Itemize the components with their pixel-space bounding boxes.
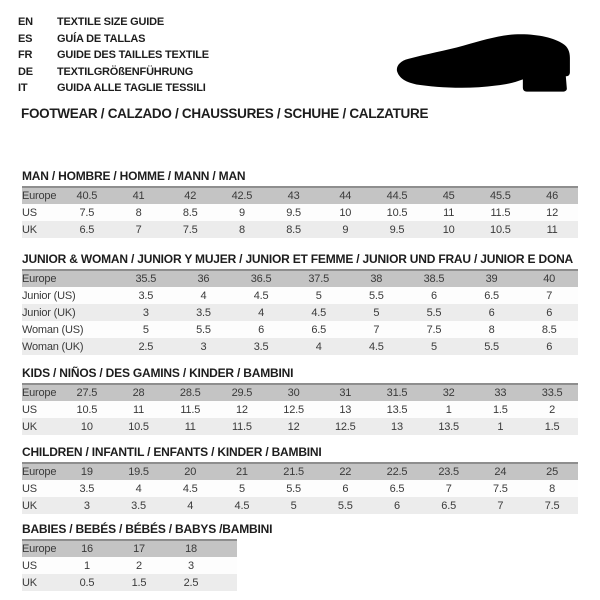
table-row [22,287,578,304]
language-code: IT [18,82,28,95]
size-cell: 1.5 [492,403,508,416]
row-label: US [22,559,37,572]
size-cell: 9.5 [286,206,301,219]
size-table [22,269,578,355]
size-cell: 20 [184,466,197,478]
size-cell: 6 [394,499,400,512]
size-cell: 3 [200,340,207,353]
size-cell: 10 [80,420,93,433]
language-row [18,47,209,64]
size-cell: 12.5 [283,403,304,416]
row-label: US [22,206,37,219]
size-cell: 5 [430,340,437,353]
size-cell: 10.5 [128,420,149,433]
size-cell: 35.5 [135,273,157,285]
language-label: GUIDA ALLE TAGLIE TESSILI [57,82,206,95]
size-cell: 9.5 [389,223,405,236]
size-cell: 18 [185,543,197,555]
spacer-cell [217,557,237,574]
size-cell: 2 [549,403,556,416]
size-cell: 7.5 [492,482,508,495]
size-cell: 11 [133,403,145,416]
table-row [22,384,578,401]
size-cell: 5.5 [426,306,442,319]
size-cell: 11 [546,223,558,236]
table-row [22,418,578,435]
size-cell: 36 [197,273,210,285]
size-cell: 11.5 [180,403,201,416]
size-table-section [22,367,578,435]
size-cell: 4.5 [182,482,198,495]
row-label: UK [22,223,37,236]
size-cell: 11.5 [490,206,511,219]
size-cell: 31.5 [386,387,408,399]
size-cell: 40.5 [76,190,98,202]
size-cell: 3.5 [253,340,269,353]
size-cell: 2.5 [138,340,154,353]
size-cell: 17 [133,543,145,555]
size-cell: 46 [546,190,559,202]
size-cell: 6.5 [441,499,456,512]
size-cell: 21 [235,466,248,478]
size-cell: 42.5 [231,190,253,202]
row-label: Woman (UK) [22,340,84,353]
size-cell: 6 [546,306,553,319]
size-cell: 8 [135,206,142,219]
size-cell: 13 [391,420,403,433]
language-code: EN [18,16,33,28]
size-cell: 4 [258,306,265,319]
row-label: UK [22,576,37,589]
table-row [22,187,578,204]
size-cell: 5 [315,289,322,302]
size-cell: 11.5 [232,420,252,433]
language-row [18,31,209,48]
size-cell: 5 [373,306,380,319]
table-row [22,463,578,480]
size-table-title: JUNIOR & WOMAN / JUNIOR Y MUJER / JUNIOR ET FEMME / JUNIOR UND FRAU / JUNIOR E DONA [22,252,574,266]
row-label: Woman (US) [22,323,84,336]
size-cell: 38 [370,273,383,285]
size-cell: 6.5 [311,323,327,336]
size-cell: 12 [287,420,300,433]
size-cell: 24 [494,466,507,478]
size-cell: 3.5 [131,499,146,512]
size-cell: 44 [339,190,352,202]
language-label: GUÍA DE TALLAS [57,32,146,45]
size-table-title: KIDS / NIÑOS / DES GAMINS / KINDER / BAMBINI [22,366,294,380]
size-cell: 6 [258,323,265,336]
size-cell: 3 [188,559,194,572]
size-cell: 6 [488,306,495,319]
size-cell: 8.5 [182,206,198,219]
size-cell: 44.5 [386,190,408,202]
size-cell: 4 [135,482,142,495]
language-row [18,64,209,81]
size-cell: 3.5 [196,306,211,319]
row-label: UK [22,420,37,433]
size-cell: 41 [132,190,145,202]
size-cell: 4 [187,499,194,512]
size-cell: 1.5 [131,576,147,589]
size-cell: 27.5 [76,387,98,399]
size-cell: 13.5 [386,403,408,416]
size-cell: 10.5 [490,223,511,236]
size-cell: 23.5 [438,466,459,478]
size-cell: 6.5 [484,289,499,302]
language-code: DE [18,65,33,78]
size-cell: 7 [497,499,504,512]
size-cell: 6 [546,340,553,353]
size-table-title: MAN / HOMBRE / HOMME / MANN / MAN [22,169,246,183]
size-cell: 11 [184,420,196,433]
spacer-cell [217,540,237,557]
size-table [22,186,578,238]
table-row [22,540,237,557]
table-row [22,497,578,514]
size-cell: 1 [445,403,452,416]
row-label: Europe [22,466,57,478]
size-cell: 12.5 [334,420,356,433]
row-label: Europe [22,543,57,555]
size-cell: 31 [339,387,352,399]
table-row [22,304,578,321]
size-table-section [22,523,272,591]
size-cell: 7 [135,223,142,236]
size-table-section [22,446,578,514]
row-label: Junior (UK) [22,306,76,319]
size-cell: 7.5 [544,499,560,512]
size-cell: 6 [342,482,349,495]
size-cell: 5 [290,499,297,512]
size-cell: 7 [546,289,553,302]
size-cell: 38.5 [423,273,445,285]
size-cell: 10.5 [76,403,98,416]
size-cell: 5.5 [337,499,353,512]
size-cell: 10.5 [386,206,408,219]
language-code: FR [18,49,33,62]
size-cell: 29.5 [231,387,253,399]
size-cell: 9 [238,206,245,219]
size-cell: 5.5 [196,323,211,336]
table-row [22,338,578,355]
size-cell: 8 [488,323,495,336]
size-cell: 5 [142,323,149,336]
size-cell: 33.5 [541,387,563,399]
size-cell: 45 [442,190,455,202]
size-cell: 42 [184,190,197,202]
size-cell: 3.5 [79,482,95,495]
size-cell: 4 [200,289,207,302]
size-cell: 0.5 [79,576,95,589]
size-cell: 10 [442,223,455,236]
size-cell: 7 [445,482,452,495]
size-table [22,383,578,435]
size-cell: 3.5 [138,289,154,302]
row-label: Europe [22,273,57,285]
row-label: US [22,482,37,495]
size-cell: 30 [287,387,300,399]
language-row [18,14,209,31]
size-table-section [22,253,578,355]
row-label: UK [22,499,37,512]
row-label: US [22,403,37,416]
size-table [22,539,237,591]
size-cell: 7.5 [79,206,95,219]
table-row [22,321,578,338]
language-list [18,14,209,97]
size-cell: 4.5 [234,499,250,512]
size-cell: 19.5 [128,466,149,478]
size-cell: 5 [238,482,245,495]
size-cell: 10 [339,206,352,219]
size-cell: 2.5 [183,576,199,589]
size-cell: 28.5 [179,387,201,399]
size-cell: 7.5 [182,223,198,236]
size-cell: 6 [430,289,437,302]
row-label: Junior (US) [22,289,76,302]
size-cell: 9 [342,223,349,236]
size-table-section [22,170,578,238]
size-cell: 3 [142,306,149,319]
language-label: TEXTILE SIZE GUIDE [57,16,165,28]
size-cell: 7.5 [426,323,442,336]
size-table [22,462,578,514]
table-row [22,557,237,574]
size-cell: 13.5 [438,420,459,433]
table-row [22,204,578,221]
size-cell: 2 [136,559,142,572]
size-cell: 22.5 [386,466,408,478]
size-cell: 21.5 [283,466,304,478]
size-cell: 13 [339,403,352,416]
table-row [22,401,578,418]
size-cell: 8 [238,223,245,236]
size-cell: 6.5 [389,482,405,495]
size-cell: 16 [81,543,93,555]
size-cell: 5.5 [286,482,301,495]
size-cell: 1 [84,559,90,572]
row-label: Europe [22,387,57,399]
dress-shoe-icon [396,32,574,94]
size-cell: 37.5 [308,273,329,285]
size-table-title: BABIES / BEBÉS / BÉBÉS / BABYS /BAMBINI [22,522,273,536]
size-cell: 32 [442,387,455,399]
size-cell: 39 [485,273,498,285]
size-cell: 4.5 [311,306,327,319]
table-row [22,221,578,238]
language-code: ES [18,32,33,45]
spacer-cell [217,574,237,591]
size-cell: 8.5 [541,323,557,336]
size-table-title: CHILDREN / INFANTIL / ENFANTS / KINDER / BAMBINI [22,445,322,459]
size-cell: 22 [339,466,352,478]
table-row [22,480,578,497]
size-cell: 36.5 [250,273,272,285]
size-cell: 1 [497,420,504,433]
size-cell: 45.5 [490,190,511,202]
size-cell: 28 [132,387,145,399]
size-cell: 8.5 [286,223,301,236]
size-cell: 4 [315,340,322,353]
size-cell: 5.5 [484,340,499,353]
language-row [18,80,209,97]
size-cell: 40 [543,273,556,285]
size-cell: 8 [549,482,556,495]
category-title: FOOTWEAR / CALZADO / CHAUSSURES / SCHUHE / CALZATURE [21,106,429,121]
size-cell: 19 [80,466,93,478]
size-cell: 11 [443,206,455,219]
size-cell: 1.5 [544,420,560,433]
table-row [22,270,578,287]
size-cell: 12 [546,206,559,219]
size-cell: 6.5 [79,223,95,236]
row-label: Europe [22,190,57,202]
size-cell: 25 [546,466,559,478]
language-label: TEXTILGRÖßENFÜHRUNG [57,65,194,78]
size-cell: 43 [287,190,300,202]
size-cell: 3 [83,499,90,512]
language-label: GUIDE DES TAILLES TEXTILE [57,49,209,62]
table-row [22,574,237,591]
size-cell: 7 [373,323,380,336]
size-cell: 4.5 [253,289,269,302]
size-cell: 4.5 [368,340,384,353]
size-cell: 33 [494,387,507,399]
size-cell: 5.5 [368,289,384,302]
size-cell: 12 [235,403,248,416]
